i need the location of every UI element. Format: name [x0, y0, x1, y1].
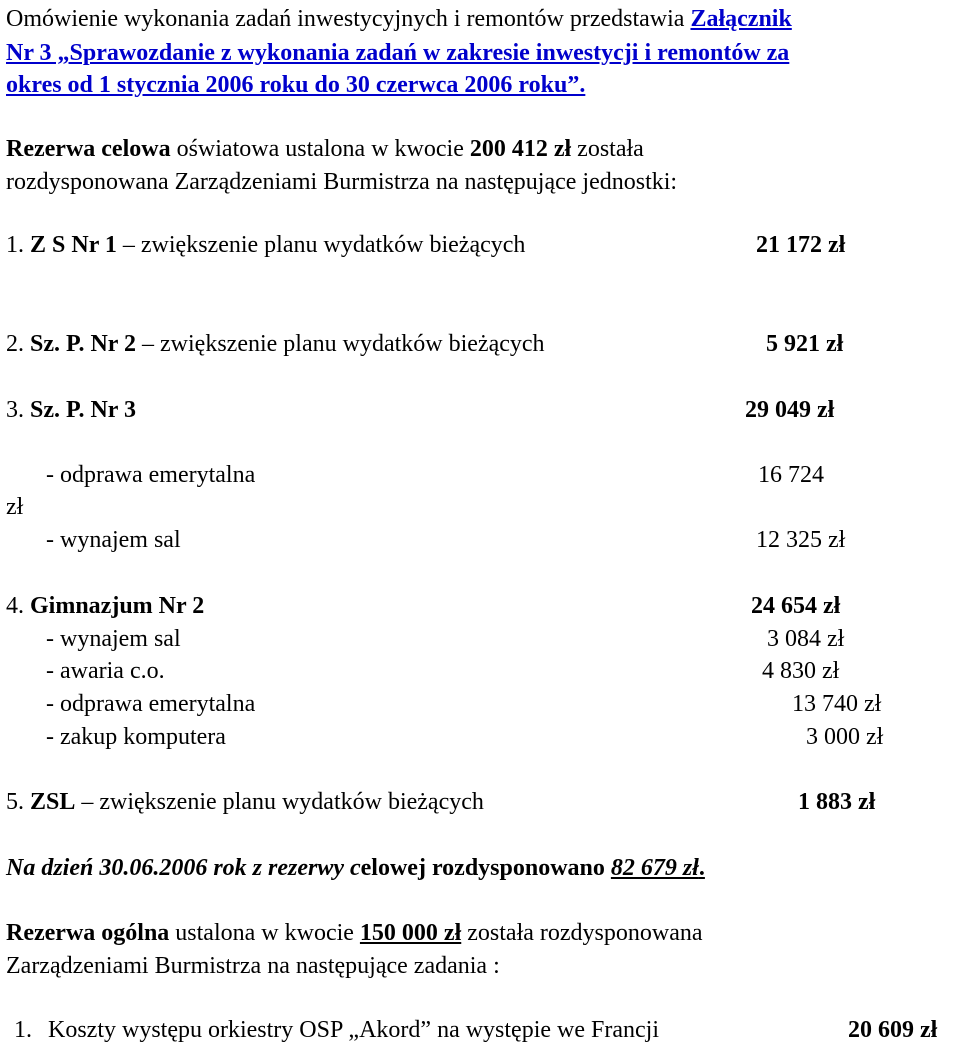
item-4	[6, 591, 204, 621]
task-1-desc: Koszty występu orkiestry OSP „Akord” na występie we Francji	[48, 1017, 659, 1043]
reserve-general-text2: została rozdysponowana	[461, 920, 703, 946]
reserve-general-line-1	[6, 918, 703, 948]
item-desc: – zwiększenie planu wydatków bieżących	[116, 232, 526, 258]
item-4-sub-4-amount: 3 000 zł	[806, 724, 884, 750]
item-number: 3.	[6, 397, 30, 423]
item-number: 5.	[6, 789, 30, 815]
summary-text-italic: Na dzień 30.06.2006 rok z rezerwy c	[6, 855, 361, 881]
reserve-general-text: ustalona w kwocie	[169, 920, 360, 946]
summary-line	[6, 853, 705, 883]
summary-tail: .	[698, 855, 705, 881]
item-number: 1.	[6, 232, 30, 258]
item-5	[6, 787, 484, 817]
reserve-education-amount: 200 412 zł	[469, 136, 572, 162]
item-3-sub-1-wrap: zł	[6, 494, 24, 520]
reserve-general-amount: 150 000 zł	[359, 920, 462, 946]
item-4-sub-1-amount: 3 084 zł	[767, 626, 845, 652]
reserve-education-line-1	[6, 134, 644, 164]
item-5-amount: 1 883 zł	[798, 789, 876, 815]
item-3-sub-2: - wynajem sal	[46, 527, 181, 553]
item-4-sub-3-amount: 13 740 zł	[792, 691, 882, 717]
attachment-link-cont[interactable]: Nr 3 „Sprawozdanie z wykonania zadań w zakresie inwestycji i remontów za	[6, 40, 790, 66]
item-3	[6, 395, 136, 425]
intro-line-2	[6, 38, 789, 68]
reserve-general-line-2: Zarządzeniami Burmistrza na następujące zadania :	[6, 953, 500, 979]
item-unit: Sz. P. Nr 2	[30, 331, 137, 357]
intro-line-1	[6, 4, 792, 34]
summary-text: elowej rozdysponowano	[360, 855, 611, 881]
item-desc: – zwiększenie planu wydatków bieżących	[136, 331, 545, 357]
item-2-amount: 5 921 zł	[766, 331, 844, 357]
item-3-sub-1: - odprawa emerytalna	[46, 462, 256, 488]
item-number: 2.	[6, 331, 30, 357]
item-1-amount: 21 172 zł	[756, 232, 846, 258]
reserve-education-text2: została	[571, 136, 644, 162]
attachment-link[interactable]: Załącznik	[690, 6, 792, 32]
reserve-general-label: Rezerwa ogólna	[6, 920, 170, 946]
task-1-amount: 20 609 zł	[848, 1017, 938, 1043]
item-4-sub-2: - awaria c.o.	[46, 658, 165, 684]
item-4-sub-3: - odprawa emerytalna	[46, 691, 256, 717]
item-4-sub-2-amount: 4 830 zł	[762, 658, 840, 684]
item-number: 4.	[6, 593, 30, 619]
reserve-education-text: oświatowa ustalona w kwocie	[170, 136, 470, 162]
reserve-education-label: Rezerwa celowa	[6, 136, 171, 162]
item-2	[6, 329, 545, 359]
task-number: 1.	[14, 1017, 32, 1043]
attachment-link-end[interactable]: okres od 1 stycznia 2006 roku do 30 czerwca 2006 roku”.	[6, 72, 586, 98]
item-4-amount: 24 654 zł	[751, 593, 841, 619]
item-3-sub-1-amount: 16 724	[758, 462, 824, 488]
item-3-amount: 29 049 zł	[745, 397, 835, 423]
item-desc: – zwiększenie planu wydatków bieżących	[75, 789, 484, 815]
item-3-sub-2-amount: 12 325 zł	[756, 527, 846, 553]
item-unit: Gimnazjum Nr 2	[30, 593, 205, 619]
item-1	[6, 230, 525, 260]
item-unit: ZSL	[30, 789, 76, 815]
item-unit: Z S Nr 1	[30, 232, 117, 258]
intro-text: Omówienie wykonania zadań inwestycyjnych i remontów przedstawia	[6, 6, 691, 32]
reserve-education-line-2: rozdysponowana Zarządzeniami Burmistrza na następujące jednostki:	[6, 169, 678, 195]
intro-line-3	[6, 70, 585, 100]
item-unit: Sz. P. Nr 3	[30, 397, 137, 423]
task-1	[14, 1015, 32, 1045]
item-4-sub-4: - zakup komputera	[46, 724, 226, 750]
summary-amount: 82 679 zł	[610, 855, 699, 881]
item-4-sub-1: - wynajem sal	[46, 626, 181, 652]
